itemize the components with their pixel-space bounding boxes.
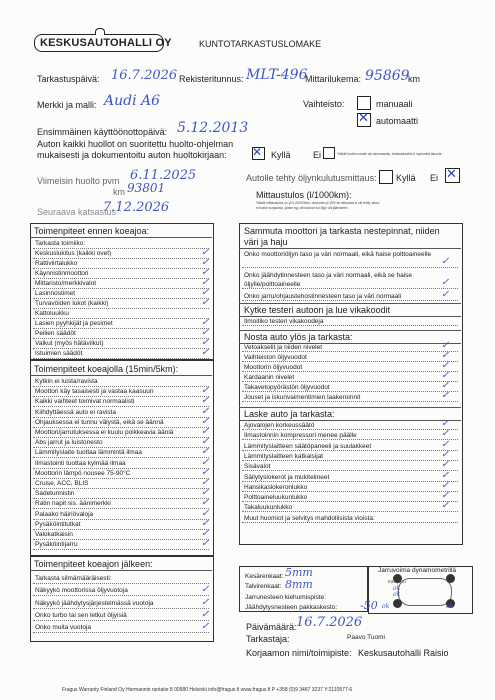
checklist-item: Turvavöiden lukot (kaikki): [35, 300, 109, 307]
item-line: [33, 498, 209, 499]
item-line: [33, 248, 209, 249]
section-divider: [239, 330, 461, 331]
check-mark: ✓: [201, 528, 210, 539]
last-service-label: Viimeisin huolto pvm: [37, 176, 120, 186]
checklist-item: Palaako häiriövaloja: [35, 510, 94, 518]
checklist-item: Polttoaineluukunlukko: [244, 494, 308, 502]
item-line: [33, 328, 209, 329]
item-line: [33, 468, 209, 469]
check-mark: ✓: [201, 267, 210, 278]
checklist-item: Ratin napit sis. äänimerkki: [35, 500, 111, 508]
checklist-item: Käynnistinmoottori: [35, 270, 89, 277]
checklist-item: Sisävalot: [244, 463, 271, 471]
oil-test-label: Autolle tehty öljynkulutusmittaus:: [246, 173, 377, 183]
check-mark: ✓: [201, 584, 210, 596]
item-line: [33, 427, 209, 428]
item-line: [242, 501, 458, 502]
item-line: [33, 417, 209, 418]
item-line: [242, 470, 458, 471]
right-section-3-title: Nosta auto ylös ja tarkasta:: [244, 332, 353, 342]
check-mark: ✓: [441, 256, 450, 267]
winter-tyres-label: Talvirenkaat:: [245, 583, 282, 590]
checklist-item: Mittaristo/merkkivalot: [35, 280, 97, 287]
checklist-item: Tarkasta silmämääräisesti:: [35, 575, 112, 582]
check-mark: ✓: [201, 507, 210, 519]
automatic-check-mark: ✕: [358, 111, 369, 126]
coolant-value: -50: [360, 599, 378, 612]
reg-value: MLT-496: [246, 67, 308, 83]
check-mark: ✓: [201, 317, 210, 328]
item-line: [242, 325, 458, 326]
checklist-item: Kardaanin nivelet: [244, 374, 295, 381]
check-mark: ✓: [201, 277, 210, 288]
item-line: [242, 460, 458, 461]
checklist-item: Valokatkaisin: [35, 531, 73, 538]
check-mark: ✓: [201, 347, 210, 358]
brake-mark-2: ok: [393, 591, 401, 598]
brake-mark-1: ok: [393, 585, 401, 592]
service-note: *Mikäli huollon osoite ole sammasettu, tarkastukseltä ei myönnetä takuuta.: [337, 152, 443, 156]
check-mark: ✓: [201, 395, 210, 407]
item-line: [33, 632, 209, 633]
item-line: [33, 478, 209, 479]
item-line: [33, 549, 209, 550]
check-mark: ✓: [441, 390, 450, 401]
check-mark: ✓: [441, 277, 450, 288]
checklist-item: Tarkasta toimiiko:: [35, 240, 86, 247]
check-mark: ✓: [201, 385, 210, 397]
item-line: [242, 429, 458, 430]
inspection-date-label: Tarkastuspäivä:: [37, 74, 100, 84]
check-mark: ✓: [201, 426, 210, 437]
check-mark: ✓: [201, 497, 210, 509]
brake-fluid-label: Jarrunesteen kiehumispiste:: [245, 594, 326, 601]
service-history-text: Auton kaikki huollot on suoritettu huolto-ohjelman mukaisesti ja dokumentoitu auton huoltokirjaan:: [37, 139, 234, 160]
item-line: [33, 348, 209, 349]
checklist-item: Muut huomiot ja selvitys mahdollisista vioista:: [244, 514, 375, 522]
checklist-item: Lämmityslaitteen säätöpaneeli ja suulakkeet: [244, 442, 372, 450]
item-line: [33, 508, 209, 509]
check-mark: ✓: [201, 477, 210, 488]
item-line: [242, 267, 458, 268]
summer-tyres-label: Kesärenkaat:: [245, 573, 284, 580]
item-line: [242, 391, 458, 392]
mileage-unit: km: [408, 74, 420, 84]
item-line: [33, 519, 209, 520]
item-line: [33, 437, 209, 438]
item-line: [33, 278, 209, 279]
checklist-item: Ohjauksessa ei tunnu välystä, eikä se äännä: [35, 418, 164, 426]
brake-mark-3: ok: [382, 603, 390, 610]
check-mark: ✓: [441, 340, 450, 351]
next-check-label: Seuraava katsastus: [37, 207, 117, 217]
wheel-front-right-icon: [446, 574, 455, 583]
checklist-item: Moottorin öljyvuodot: [244, 364, 303, 371]
right-section-4-title: Laske auto ja tarkasta:: [244, 409, 335, 419]
oil-yes-checkbox[interactable]: [379, 170, 393, 184]
item-line: [242, 511, 458, 512]
check-mark: ✓: [201, 487, 210, 499]
service-no-checkbox[interactable]: [323, 147, 335, 159]
checklist-item: Kaikki vaihteet toimivat normaalisti: [35, 398, 135, 406]
check-mark: ✓: [441, 500, 450, 512]
service-no-label: Ei: [313, 150, 322, 160]
checklist-item: Näkyykö jäähdytysjärjestelmässä vuotoja: [35, 599, 154, 607]
checklist-item: Cruise, ACC, BLIS: [35, 480, 89, 487]
oil-note-2: ei koske korjauksia, joiden syy ohivuotoon tai öljyn ohi jäämiseen.: [256, 206, 349, 210]
checklist-item: Moottorin lämpö nousee 75-90°C: [35, 469, 131, 477]
section-divider: [30, 237, 212, 238]
checklist-item: Jouset ja iskunvaimentimien laakeroinnit: [244, 394, 361, 401]
item-line: [242, 300, 458, 301]
left-section-2-title: Toimenpiteet koeajolla (15min/5km):: [34, 364, 179, 374]
checklist-item: Takavetopyörästön öljyvuodot: [244, 384, 330, 391]
checklist-item: Vaihteiston öljyvuodot: [244, 354, 307, 361]
date-label: Päivämäärä:: [246, 622, 297, 632]
item-line: [33, 298, 209, 299]
inspection-date-value: 16.7.2026: [111, 68, 178, 83]
check-mark: ✓: [201, 517, 210, 529]
item-line: [242, 381, 458, 382]
checklist-item: Kiihdyttäessä auto ei ravista: [35, 408, 116, 416]
item-line: [242, 361, 458, 362]
checklist-item: Lämmityslaite tuottaa lämmintä ilmaa: [35, 449, 142, 457]
first-reg-value: 5.12.2013: [177, 120, 249, 136]
oil-no-label: Ei: [430, 173, 439, 183]
logo-emblem-icon: [95, 28, 105, 35]
check-mark: ✓: [201, 415, 210, 427]
check-mark: ✓: [441, 380, 450, 391]
check-mark: ✓: [441, 289, 450, 300]
check-mark: ✓: [441, 490, 450, 502]
checklist-item: Onko moottoriöljyn taso ja väri normaali, eikä haise polttoaineelle: [244, 251, 432, 258]
manual-checkbox[interactable]: [357, 96, 371, 110]
oil-result-label: Mittaustulos (l/1000km):: [256, 190, 352, 200]
item-line: [33, 608, 209, 609]
item-line: [33, 457, 209, 458]
checklist-item: Valkut (myös hätävilkut): [35, 340, 104, 347]
gearbox-label: Vaihteisto:: [303, 99, 345, 109]
item-line: [242, 288, 458, 289]
inspector-label: Tarkastaja:: [246, 634, 290, 644]
oil-note-1: *Mikäli mittaustulos on yli 0,2l/1000km, ohivuotto yli 15% tai mittausta ei ole tehty, takuu: [256, 201, 380, 205]
item-line: [33, 539, 209, 540]
check-mark: ✓: [201, 446, 210, 458]
checklist-item: Ilmoitiko testeri vikakoodeja: [244, 318, 324, 325]
checklist-item: Ilmastointi tuottaa kylmää ilmaa: [35, 459, 126, 467]
item-line: [33, 386, 209, 387]
repair-shop-label: Korjaamon nimi/toimipiste:: [246, 648, 352, 658]
item-line: [242, 522, 458, 523]
checklist-item: Istuimien säädöt: [35, 350, 83, 357]
oil-yes-label: Kyllä: [396, 173, 416, 183]
item-line: [33, 288, 209, 289]
check-mark: ✓: [441, 418, 450, 429]
item-line: [33, 338, 209, 339]
check-mark: ✓: [201, 327, 210, 338]
item-line: [242, 439, 458, 440]
brake-dyn-title: Jarruvoima dynamometrillä: [378, 567, 457, 574]
item-line: [33, 583, 209, 584]
check-mark: ✓: [201, 596, 210, 608]
checklist-item: Onko muita vuotoja: [35, 624, 92, 632]
check-mark: ✓: [441, 350, 450, 361]
check-mark: ✓: [201, 456, 210, 468]
service-yes-label: Kyllä: [271, 150, 291, 160]
item-line: [242, 351, 458, 352]
check-mark: ✓: [201, 608, 210, 620]
check-mark: ✓: [441, 479, 450, 491]
checklist-item: Vetoakselit ja niiden nivelet: [244, 344, 323, 351]
check-mark: ✓: [201, 297, 210, 308]
last-service-km-label: km: [113, 187, 125, 197]
repair-shop-value: Keskusautohalli Raisio: [358, 648, 449, 658]
check-mark: ✓: [201, 287, 210, 298]
left-section-3-title: Toimenpiteet koeajon jälkeen:: [34, 559, 153, 569]
item-line: [33, 358, 209, 359]
item-line: [33, 595, 209, 596]
check-mark: ✓: [201, 337, 210, 348]
last-service-km: 93801: [127, 181, 166, 195]
item-line: [242, 491, 458, 492]
left-section-1-title: Toimenpiteet ennen koeajoa:: [34, 226, 150, 236]
brake-mark-4: ok: [446, 603, 454, 610]
automatic-label: automaatti: [376, 116, 419, 126]
checklist-item: Sadetunnistin: [35, 490, 75, 498]
check-mark: ✓: [201, 466, 210, 478]
next-check-value: 7.12.2026: [103, 200, 170, 215]
mileage-label: Mittarilukema:: [305, 74, 362, 84]
date-value: 16.7.2026: [296, 615, 363, 630]
checklist-item: Hansikaslokeronlukko: [244, 483, 308, 491]
item-line: [33, 318, 209, 319]
check-mark: ✓: [441, 428, 450, 440]
item-line: [33, 406, 209, 407]
checklist-item: Abs jarrut ja luistonesto: [35, 439, 103, 447]
form-title: KUNTOTARKASTUSLOMAKE: [199, 39, 322, 49]
first-reg-label: Ensimmäinen käyttöönottopäivä:: [37, 127, 168, 137]
checklist-item: Pysäköintijarru: [35, 541, 78, 549]
check-mark: ✓: [441, 360, 450, 371]
checklist-item: Ilmastoinnin kompressori menee päälle: [244, 432, 357, 440]
service-yes-check-mark: ✕: [252, 145, 263, 159]
item-line: [33, 488, 209, 489]
checklist-item: Pysäköintitutkat: [35, 520, 81, 528]
item-line: [33, 529, 209, 530]
checklist-item: Lämmityslaitteen katkaisijat: [244, 452, 324, 460]
inspector-value: Paavo Tuomi: [347, 634, 385, 641]
checklist-item: Onko jäähdytinnesteen taso ja väri normaali, eikä se haise öljylle/polttoaineelle: [244, 272, 413, 288]
checklist-item: Rattiviirtalukko: [35, 260, 78, 267]
section-divider: [30, 570, 212, 571]
item-line: [242, 401, 458, 402]
item-line: [242, 450, 458, 451]
wheel-rear-left-icon: [393, 599, 402, 608]
checklist-item: Onko jarru/ohjaustehostinnesteen taso ja väri normaali: [244, 293, 402, 300]
coolant-label: Jäähdytysnesteen pakkaskesto:: [245, 604, 338, 611]
section-divider: [239, 248, 461, 249]
checklist-item: Keskuslukitus (kaikki ovet): [35, 250, 112, 257]
section-divider: [30, 375, 212, 376]
item-line: [33, 447, 209, 448]
item-line: [33, 396, 209, 397]
footer: Fragus Warranty Finland Oy Hermannin rantatie 8 00580 Helsinki info@fragus.fi www.fragus.fi P +358 (0)9 3487 3237 Y:2110577-6: [62, 687, 353, 693]
checklist-item: Moottori/jarrutuksessa ei kuulu poikkeavia ääniä: [35, 429, 174, 436]
check-mark: ✓: [201, 436, 210, 448]
check-mark: ✓: [201, 405, 210, 417]
checklist-item: Lasinnostimet: [35, 290, 76, 297]
item-line: [33, 308, 209, 309]
brake-dyn-car-icon: [398, 578, 452, 606]
checklist-item: Moottori käy tasaisesti ja vastaa kaasuun: [35, 388, 154, 396]
manual-label: manuaali: [376, 99, 413, 109]
item-line: [33, 258, 209, 259]
checklist-item: Takaluukunlukko: [244, 504, 293, 512]
section-divider: [239, 407, 461, 408]
last-service-date: 6.11.2025: [130, 168, 197, 183]
check-mark: ✓: [201, 247, 210, 258]
winter-tyres-value: 8mm: [285, 578, 313, 591]
item-line: [33, 268, 209, 269]
logo-text: KESKUSAUTOHALLI OY: [40, 37, 172, 49]
check-mark: ✓: [441, 370, 450, 381]
reg-label: Rekisteritunnus:: [179, 74, 244, 84]
check-mark: ✓: [441, 438, 450, 450]
checklist-item: Kattoluukku: [35, 310, 69, 317]
checklist-item: Näkyykö moottorissa öljyvuotoja: [35, 587, 128, 595]
item-line: [33, 620, 209, 621]
check-mark: ✓: [201, 538, 210, 550]
checklist-item: Kytkin ei luista/ravista: [35, 378, 98, 385]
check-mark: ✓: [441, 448, 450, 460]
right-section-2-title: Kytke testeri autoon ja lue vikakoodit: [244, 305, 391, 315]
make-value: Audi A6: [104, 93, 161, 109]
checklist-item: Ajovalojen korkeussäätö: [244, 422, 315, 429]
oil-no-check-mark: ✕: [446, 167, 457, 182]
make-label: Merkki ja malli:: [37, 100, 97, 110]
check-mark: ✓: [441, 459, 450, 471]
section-divider: [239, 303, 461, 304]
check-mark: ✓: [201, 257, 210, 268]
item-line: [242, 481, 458, 482]
check-mark: ✓: [441, 469, 450, 481]
checklist-item: Peilien säädöt: [35, 330, 76, 337]
summer-tyres-value: 5mm: [285, 566, 313, 579]
check-mark: ✓: [201, 621, 210, 633]
handbrake-label: Käsijarru: [388, 579, 406, 584]
right-section-1-title: Sammuta moottori ja tarkasta nestepinnat, niiden väri ja haju: [244, 226, 440, 247]
checklist-item: Säilytyslokerot ja mukitelineet: [244, 473, 330, 481]
checklist-item: Lasien pyyhkijät ja pesimet: [35, 320, 113, 327]
item-line: [242, 371, 458, 372]
checklist-item: Onko turbo tai sen letkut öljyisiä: [35, 611, 127, 619]
mileage-value: 95869: [365, 68, 410, 84]
